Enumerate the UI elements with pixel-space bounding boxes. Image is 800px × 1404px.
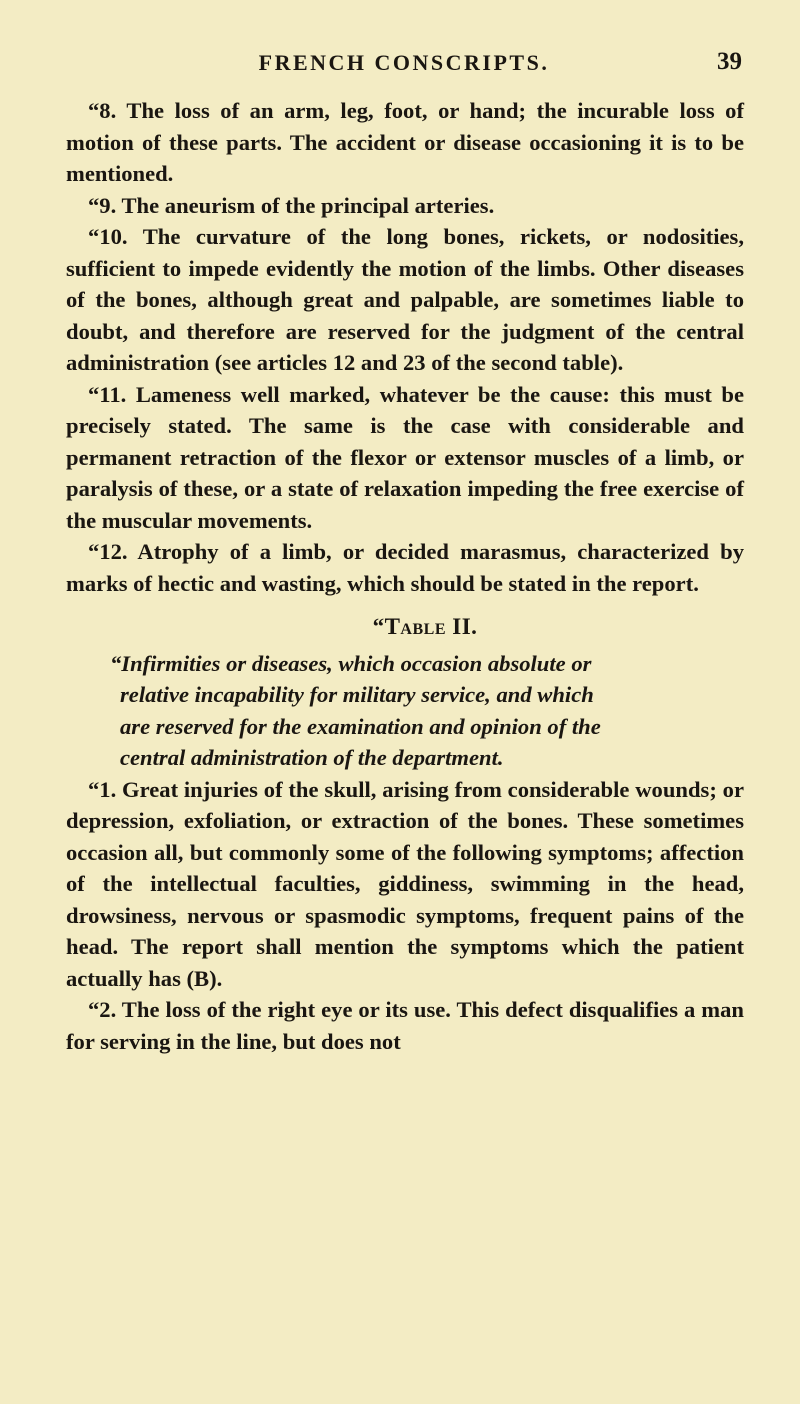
- page-header: [66, 48, 742, 80]
- table-caption-line: “Infirmities or diseases, which occasion absolute or: [110, 650, 592, 676]
- table-caption-line: relative incapability for military service, and which: [120, 682, 594, 707]
- paragraph-table2-article-2: “2. The loss of the right eye or its use. This defect disqualifies a man for serving in the line, but does not: [66, 997, 744, 1054]
- paragraph-article-8: “8. The loss of an arm, leg, foot, or hand; the incurable loss of motion of these parts. The accident or disease occasioning it is to be mentioned.: [66, 98, 744, 186]
- table-caption-line: central administration of the department.: [120, 745, 504, 770]
- page-number: 39: [717, 48, 742, 75]
- running-title: FRENCH CONSCRIPTS.: [258, 50, 550, 75]
- paragraph-article-11: “11. Lameness well marked, whatever be the cause: this must be precisely stated. The same is the case with considerable and permanent retraction of the flexor or extensor muscles of a limb, or paralysis of these, or a state of relaxation impeding the free exercise of the muscular movements.: [66, 381, 744, 533]
- paragraph-article-9: “9. The aneurism of the principal arteries.: [88, 192, 495, 218]
- table-heading: “Table II.: [372, 614, 478, 639]
- table-caption: [66, 648, 744, 774]
- paragraph-article-10: “10. The curvature of the long bones, rickets, or nodosities, sufficient to impede evidently the motion of the limbs. Other diseases of the bones, although great and palpable, are sometimes liable to doubt, and therefore are reserved for the judgment of the central administration (see articles 12 and 23 of the second table).: [66, 224, 744, 375]
- paragraph-article-12: “12. Atrophy of a limb, or decided marasmus, characterized by marks of hectic and wasting, which should be stated in the report.: [66, 539, 744, 596]
- table-caption-line: are reserved for the examination and opinion of the: [120, 713, 601, 739]
- page-body: [66, 95, 744, 1057]
- paragraph-table2-article-1: “1. Great injuries of the skull, arising from considerable wounds; or depression, exfoliation, or extraction of the bones. These sometimes occasion all, but commonly some of the following symptoms; affection of the intellectual faculties, giddiness, swimming in the head, drowsiness, nervous or spasmodic symptoms, frequent pains of the head. The report shall mention the symptoms which the patient actually has (B).: [66, 776, 744, 991]
